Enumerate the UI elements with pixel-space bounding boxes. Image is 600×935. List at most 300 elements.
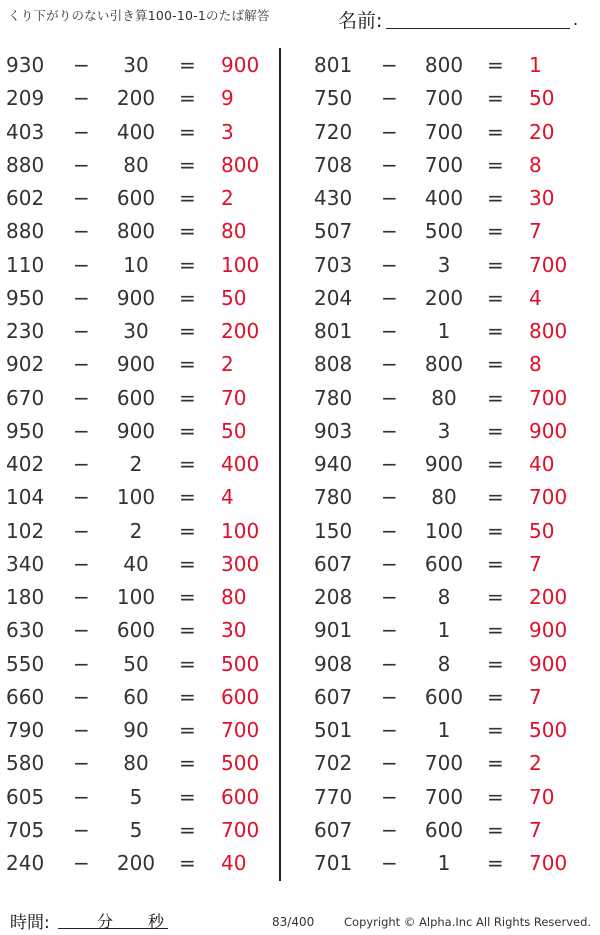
equals-sign: = xyxy=(179,518,196,543)
minus-sign: − xyxy=(73,651,90,676)
subtrahend: 800 xyxy=(424,352,464,377)
answer: 50 xyxy=(221,418,247,443)
answer: 7 xyxy=(529,551,542,576)
subtrahend: 200 xyxy=(424,285,464,310)
minuend: 901 xyxy=(314,618,353,643)
answer: 700 xyxy=(529,851,568,875)
problem-row xyxy=(0,613,270,646)
minuend: 780 xyxy=(314,385,353,410)
minuend: 720 xyxy=(314,119,353,144)
equals-sign: = xyxy=(487,651,504,676)
subtrahend: 900 xyxy=(116,285,156,310)
equals-sign: = xyxy=(179,817,196,842)
minus-sign: − xyxy=(73,219,90,244)
minus-sign: − xyxy=(381,418,398,443)
problem-column-left xyxy=(0,48,270,879)
subtrahend: 100 xyxy=(116,585,156,609)
subtrahend: 800 xyxy=(424,53,464,77)
subtrahend: 700 xyxy=(424,152,464,177)
problem-row xyxy=(0,314,270,347)
problem-row xyxy=(308,314,578,347)
minus-sign: − xyxy=(73,751,90,776)
minuend: 701 xyxy=(314,851,353,875)
minus-sign: − xyxy=(381,352,398,377)
equals-sign: = xyxy=(179,385,196,410)
answer: 500 xyxy=(221,651,260,676)
minuend: 750 xyxy=(314,86,353,111)
subtrahend: 200 xyxy=(116,86,156,111)
minuend: 501 xyxy=(314,718,353,742)
equals-sign: = xyxy=(487,518,504,543)
subtrahend: 50 xyxy=(123,651,149,676)
problem-row xyxy=(308,713,578,746)
equals-sign: = xyxy=(179,418,196,443)
equals-sign: = xyxy=(487,319,504,343)
equals-sign: = xyxy=(487,485,504,510)
minuend: 607 xyxy=(314,684,353,709)
minuend: 880 xyxy=(6,219,45,244)
equals-sign: = xyxy=(179,119,196,144)
equals-sign: = xyxy=(487,585,504,609)
minuend: 902 xyxy=(6,352,45,377)
problem-row xyxy=(308,846,578,879)
subtrahend: 1 xyxy=(437,851,451,875)
equals-sign: = xyxy=(487,186,504,210)
subtrahend: 700 xyxy=(424,86,464,111)
answer: 900 xyxy=(221,53,260,77)
worksheet-title: くり下がりのない引き算100-10-1のたば解答 xyxy=(8,8,270,23)
problem-row xyxy=(308,381,578,414)
minuend: 580 xyxy=(6,751,45,776)
subtrahend: 700 xyxy=(424,784,464,809)
answer: 900 xyxy=(529,418,568,443)
minuend: 104 xyxy=(6,485,45,510)
answer: 80 xyxy=(221,585,247,609)
answer: 40 xyxy=(221,851,247,875)
minuend: 150 xyxy=(314,518,353,543)
subtrahend: 1 xyxy=(437,618,451,643)
minuend: 940 xyxy=(314,452,353,476)
minus-sign: − xyxy=(73,452,90,476)
subtrahend: 700 xyxy=(424,119,464,144)
equals-sign: = xyxy=(179,551,196,576)
problem-row xyxy=(308,547,578,580)
equals-sign: = xyxy=(487,86,504,111)
problem-row xyxy=(0,647,270,680)
minus-sign: − xyxy=(73,784,90,809)
answer: 50 xyxy=(529,518,555,543)
problem-row xyxy=(0,115,270,148)
minus-sign: − xyxy=(381,718,398,742)
problem-row xyxy=(0,447,270,480)
problem-row xyxy=(0,81,270,114)
minus-sign: − xyxy=(381,618,398,643)
minuend: 630 xyxy=(6,618,45,643)
equals-sign: = xyxy=(179,86,196,111)
minus-sign: − xyxy=(381,186,398,210)
minus-sign: − xyxy=(381,119,398,144)
answer: 300 xyxy=(221,551,260,576)
answer: 900 xyxy=(529,651,568,676)
answer: 50 xyxy=(529,86,555,111)
problem-row xyxy=(308,214,578,247)
minus-sign: − xyxy=(381,684,398,709)
name-blank-line xyxy=(386,28,570,29)
answer: 2 xyxy=(221,352,234,377)
minuend: 801 xyxy=(314,319,353,343)
minus-sign: − xyxy=(73,485,90,510)
answer: 7 xyxy=(529,219,542,244)
minuend: 880 xyxy=(6,152,45,177)
answer: 500 xyxy=(221,751,260,776)
subtrahend: 2 xyxy=(129,452,143,476)
problem-row xyxy=(0,813,270,846)
equals-sign: = xyxy=(179,485,196,510)
minuend: 801 xyxy=(314,53,353,77)
problem-row xyxy=(0,746,270,779)
equals-sign: = xyxy=(487,784,504,809)
equals-sign: = xyxy=(179,319,196,343)
minus-sign: − xyxy=(73,352,90,377)
minuend: 230 xyxy=(6,319,45,343)
equals-sign: = xyxy=(487,53,504,77)
answer: 200 xyxy=(529,585,568,609)
problem-row xyxy=(308,514,578,547)
answer: 2 xyxy=(529,751,542,776)
minuend: 950 xyxy=(6,285,45,310)
problem-row xyxy=(308,148,578,181)
equals-sign: = xyxy=(487,285,504,310)
subtrahend: 10 xyxy=(123,252,149,277)
equals-sign: = xyxy=(487,418,504,443)
answer: 900 xyxy=(529,618,568,643)
problem-row xyxy=(308,414,578,447)
equals-sign: = xyxy=(487,851,504,875)
subtrahend: 80 xyxy=(123,751,149,776)
subtrahend: 30 xyxy=(123,319,149,343)
equals-sign: = xyxy=(179,53,196,77)
subtrahend: 80 xyxy=(431,385,457,410)
minuend: 780 xyxy=(314,485,353,510)
subtrahend: 5 xyxy=(129,817,143,842)
minus-sign: − xyxy=(381,219,398,244)
problem-row xyxy=(308,347,578,380)
minuend: 908 xyxy=(314,651,353,676)
minutes-label: 分 xyxy=(97,912,114,931)
answer: 20 xyxy=(529,119,555,144)
minuend: 708 xyxy=(314,152,353,177)
answer: 70 xyxy=(529,784,555,809)
equals-sign: = xyxy=(179,684,196,709)
minuend: 703 xyxy=(314,252,353,277)
answer: 700 xyxy=(529,252,568,277)
answer: 9 xyxy=(221,86,234,111)
subtrahend: 8 xyxy=(437,651,451,676)
minus-sign: − xyxy=(73,152,90,177)
answer: 8 xyxy=(529,152,542,177)
answer: 400 xyxy=(221,452,260,476)
subtrahend: 600 xyxy=(116,618,156,643)
answer: 40 xyxy=(529,452,555,476)
problem-row xyxy=(0,514,270,547)
minuend: 930 xyxy=(6,53,45,77)
minuend: 670 xyxy=(6,385,45,410)
minus-sign: − xyxy=(73,851,90,875)
name-period: . xyxy=(573,10,579,29)
answer: 600 xyxy=(221,784,260,809)
minus-sign: − xyxy=(381,851,398,875)
equals-sign: = xyxy=(487,219,504,244)
minus-sign: − xyxy=(381,585,398,609)
answer: 800 xyxy=(221,152,260,177)
minus-sign: − xyxy=(381,651,398,676)
problem-row xyxy=(0,846,270,879)
problem-row xyxy=(308,680,578,713)
minuend: 550 xyxy=(6,651,45,676)
minus-sign: − xyxy=(381,152,398,177)
equals-sign: = xyxy=(179,452,196,476)
problem-row xyxy=(0,48,270,81)
subtrahend: 5 xyxy=(129,784,143,809)
answer: 8 xyxy=(529,352,542,377)
problem-row xyxy=(0,414,270,447)
minus-sign: − xyxy=(381,252,398,277)
equals-sign: = xyxy=(179,585,196,609)
subtrahend: 900 xyxy=(116,352,156,377)
minuend: 402 xyxy=(6,452,45,476)
minuend: 903 xyxy=(314,418,353,443)
problem-row xyxy=(0,181,270,214)
page-number: 83/400 xyxy=(272,915,315,929)
problem-row xyxy=(308,115,578,148)
answer: 700 xyxy=(529,385,568,410)
minuend: 770 xyxy=(314,784,353,809)
answer: 200 xyxy=(221,319,260,343)
minuend: 705 xyxy=(6,817,45,842)
minus-sign: − xyxy=(381,751,398,776)
minuend: 102 xyxy=(6,518,45,543)
answer: 80 xyxy=(221,219,247,244)
minus-sign: − xyxy=(73,817,90,842)
answer: 70 xyxy=(221,385,247,410)
problem-row xyxy=(308,181,578,214)
subtrahend: 400 xyxy=(424,186,464,210)
minuend: 240 xyxy=(6,851,45,875)
equals-sign: = xyxy=(179,751,196,776)
minus-sign: − xyxy=(73,186,90,210)
minus-sign: − xyxy=(73,418,90,443)
minuend: 605 xyxy=(6,784,45,809)
seconds-label: 秒 xyxy=(148,912,165,931)
minus-sign: − xyxy=(73,385,90,410)
problem-column-right xyxy=(308,48,578,879)
equals-sign: = xyxy=(179,618,196,643)
equals-sign: = xyxy=(179,784,196,809)
equals-sign: = xyxy=(179,152,196,177)
equals-sign: = xyxy=(487,817,504,842)
answer: 700 xyxy=(221,718,260,742)
problem-row xyxy=(308,613,578,646)
minus-sign: − xyxy=(73,585,90,609)
answer: 500 xyxy=(529,718,568,742)
subtrahend: 100 xyxy=(116,485,156,510)
problem-row xyxy=(0,680,270,713)
subtrahend: 8 xyxy=(437,585,451,609)
minus-sign: − xyxy=(381,53,398,77)
problem-row xyxy=(308,813,578,846)
problem-row xyxy=(0,248,270,281)
subtrahend: 3 xyxy=(437,418,451,443)
problem-row xyxy=(0,381,270,414)
equals-sign: = xyxy=(487,385,504,410)
minus-sign: − xyxy=(73,119,90,144)
minuend: 430 xyxy=(314,186,353,210)
problem-row xyxy=(308,746,578,779)
minus-sign: − xyxy=(73,618,90,643)
minuend: 403 xyxy=(6,119,45,144)
problem-row xyxy=(308,248,578,281)
problem-row xyxy=(308,780,578,813)
subtrahend: 700 xyxy=(424,751,464,776)
equals-sign: = xyxy=(487,618,504,643)
equals-sign: = xyxy=(179,352,196,377)
subtrahend: 900 xyxy=(424,452,464,476)
subtrahend: 3 xyxy=(437,252,451,277)
minus-sign: − xyxy=(381,319,398,343)
minuend: 790 xyxy=(6,718,45,742)
minus-sign: − xyxy=(73,319,90,343)
problem-row xyxy=(0,148,270,181)
minus-sign: − xyxy=(73,285,90,310)
subtrahend: 80 xyxy=(123,152,149,177)
minuend: 110 xyxy=(6,252,45,277)
answer: 50 xyxy=(221,285,247,310)
answer: 600 xyxy=(221,684,260,709)
answer: 3 xyxy=(221,119,234,144)
minus-sign: − xyxy=(381,518,398,543)
equals-sign: = xyxy=(179,285,196,310)
answer: 1 xyxy=(529,53,542,77)
problem-row xyxy=(0,281,270,314)
problem-row xyxy=(308,48,578,81)
answer: 700 xyxy=(221,817,260,842)
subtrahend: 600 xyxy=(116,385,156,410)
minuend: 702 xyxy=(314,751,353,776)
time-label: 時間: xyxy=(10,913,50,933)
subtrahend: 500 xyxy=(424,219,464,244)
answer: 4 xyxy=(529,285,542,310)
minuend: 607 xyxy=(314,817,353,842)
minuend: 180 xyxy=(6,585,45,609)
column-divider xyxy=(279,48,281,881)
minus-sign: − xyxy=(73,252,90,277)
copyright-notice: Copyright © Alpha.Inc All Rights Reserved. xyxy=(344,915,592,929)
minuend: 602 xyxy=(6,186,45,210)
minuend: 209 xyxy=(6,86,45,111)
minus-sign: − xyxy=(381,817,398,842)
minus-sign: − xyxy=(381,86,398,111)
equals-sign: = xyxy=(487,252,504,277)
problem-row xyxy=(0,347,270,380)
minus-sign: − xyxy=(381,551,398,576)
subtrahend: 600 xyxy=(424,551,464,576)
minuend: 808 xyxy=(314,352,353,377)
minus-sign: − xyxy=(73,551,90,576)
equals-sign: = xyxy=(179,718,196,742)
equals-sign: = xyxy=(487,119,504,144)
minus-sign: − xyxy=(381,485,398,510)
minus-sign: − xyxy=(73,518,90,543)
problem-row xyxy=(0,214,270,247)
name-label: 名前: xyxy=(338,10,383,32)
minus-sign: − xyxy=(381,452,398,476)
equals-sign: = xyxy=(487,718,504,742)
problem-row xyxy=(308,447,578,480)
minus-sign: − xyxy=(73,718,90,742)
subtrahend: 2 xyxy=(129,518,143,543)
minuend: 660 xyxy=(6,684,45,709)
minus-sign: − xyxy=(381,285,398,310)
minus-sign: − xyxy=(381,784,398,809)
problem-row xyxy=(308,647,578,680)
subtrahend: 600 xyxy=(116,186,156,210)
equals-sign: = xyxy=(179,219,196,244)
minus-sign: − xyxy=(381,385,398,410)
answer: 30 xyxy=(529,186,555,210)
subtrahend: 400 xyxy=(116,119,156,144)
equals-sign: = xyxy=(487,551,504,576)
equals-sign: = xyxy=(179,851,196,875)
answer: 7 xyxy=(529,817,542,842)
minus-sign: − xyxy=(73,53,90,77)
subtrahend: 200 xyxy=(116,851,156,875)
subtrahend: 800 xyxy=(116,219,156,244)
subtrahend: 1 xyxy=(437,319,451,343)
minus-sign: − xyxy=(73,684,90,709)
minuend: 340 xyxy=(6,551,45,576)
subtrahend: 600 xyxy=(424,817,464,842)
problem-row xyxy=(308,480,578,513)
minuend: 950 xyxy=(6,418,45,443)
answer: 7 xyxy=(529,684,542,709)
problem-row xyxy=(0,780,270,813)
minus-sign: − xyxy=(73,86,90,111)
subtrahend: 900 xyxy=(116,418,156,443)
subtrahend: 80 xyxy=(431,485,457,510)
equals-sign: = xyxy=(487,751,504,776)
equals-sign: = xyxy=(487,452,504,476)
problem-row xyxy=(0,547,270,580)
answer: 100 xyxy=(221,518,260,543)
answer: 700 xyxy=(529,485,568,510)
subtrahend: 60 xyxy=(123,684,149,709)
subtrahend: 1 xyxy=(437,718,451,742)
answer: 100 xyxy=(221,252,260,277)
equals-sign: = xyxy=(487,684,504,709)
problem-row xyxy=(0,480,270,513)
minuend: 607 xyxy=(314,551,353,576)
equals-sign: = xyxy=(487,152,504,177)
problem-row xyxy=(308,81,578,114)
subtrahend: 40 xyxy=(123,551,149,576)
equals-sign: = xyxy=(179,252,196,277)
minuend: 208 xyxy=(314,585,353,609)
problem-row xyxy=(308,580,578,613)
equals-sign: = xyxy=(487,352,504,377)
problem-row xyxy=(0,580,270,613)
subtrahend: 600 xyxy=(424,684,464,709)
subtrahend: 100 xyxy=(424,518,464,543)
